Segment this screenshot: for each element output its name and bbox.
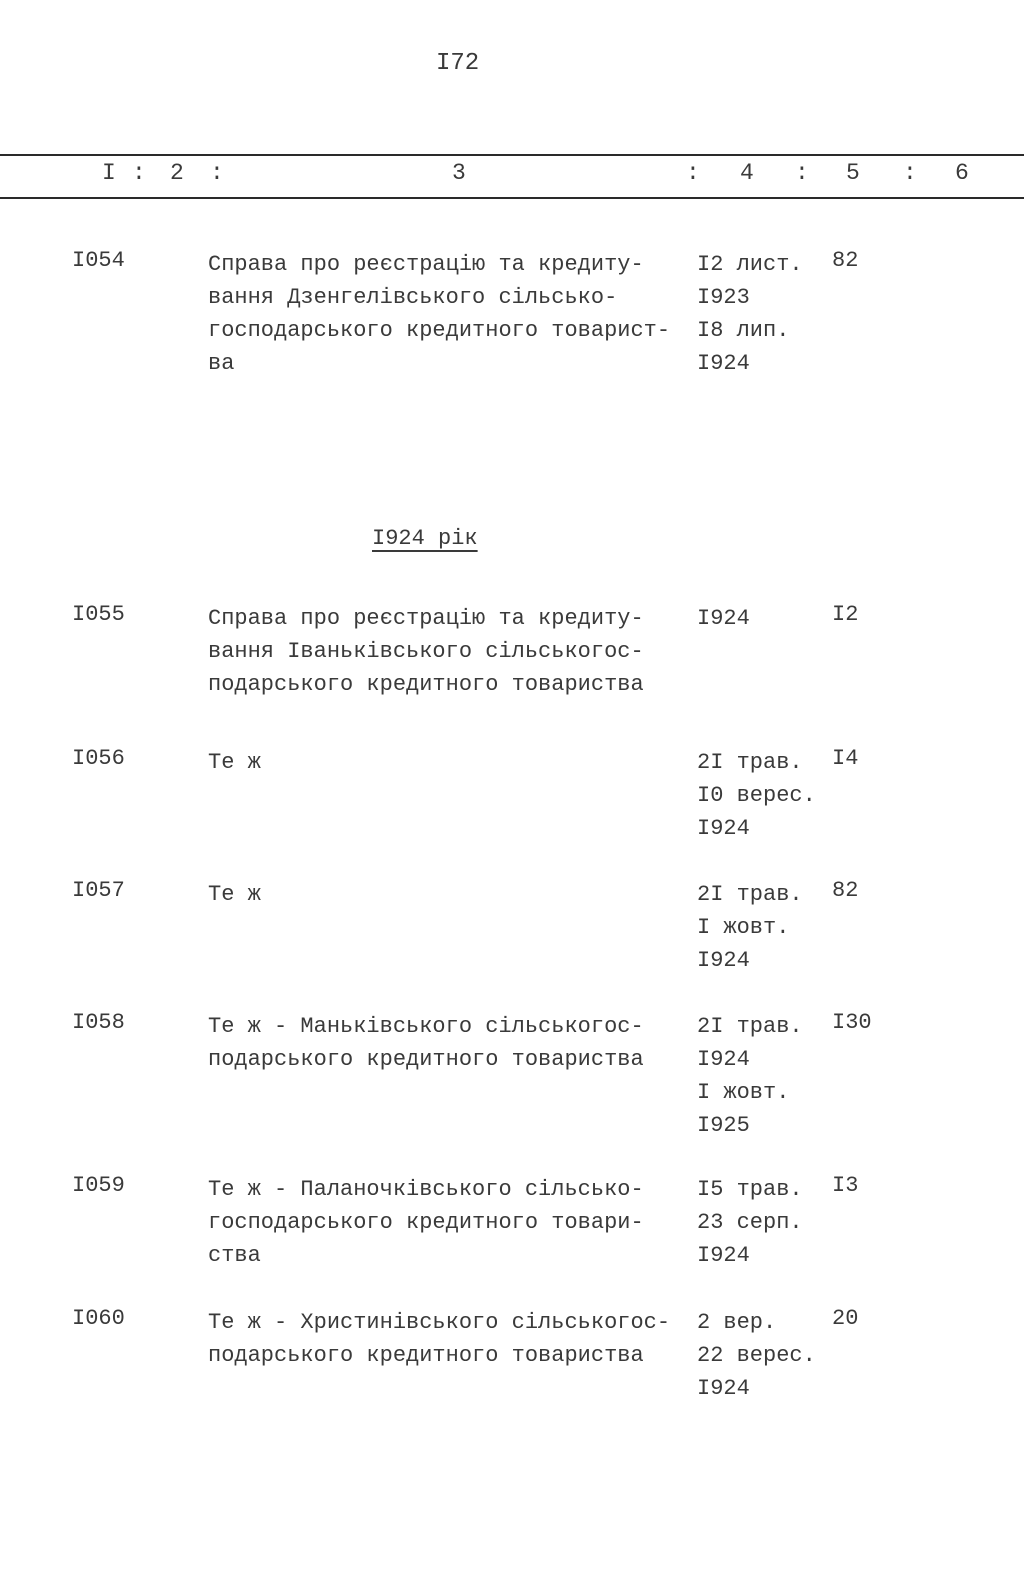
column-header-6: 6 [955,160,969,186]
sheet-count: I30 [832,1010,872,1035]
sheet-count: I4 [832,746,859,771]
file-description [208,746,261,779]
file-number: I059 [72,1173,125,1198]
date-line: I0 верес. [697,783,816,808]
file-dates [697,878,803,977]
file-dates [697,248,803,380]
date-line: 23 серп. [697,1210,803,1235]
description-line: Справа про реєстрацію та кредиту- [208,606,644,631]
table-header-top-rule [0,154,1024,156]
description-line: подарського кредитного товариства [208,672,644,697]
date-line: I924 [697,1376,750,1401]
date-line: I924 [697,1047,750,1072]
date-line: 2 вер. [697,1310,777,1335]
description-line: Те ж - Христинівського сільськогос- [208,1310,671,1335]
description-line: подарського кредитного товариства [208,1343,644,1368]
date-line: 2I трав. [697,1014,803,1039]
description-line: Те ж - Паланочківського сільсько- [208,1177,644,1202]
sheet-count: I2 [832,602,859,627]
file-description [208,248,670,380]
file-dates [697,602,750,635]
description-line: господарського кредитного товари- [208,1210,644,1235]
description-line: ства [208,1243,261,1268]
date-line: I5 трав. [697,1177,803,1202]
description-line: господарського кредитного товарист- [208,318,671,343]
description-line: вання Дзенгелівського сільсько- [208,285,618,310]
file-number: I057 [72,878,125,903]
description-line: Те ж [208,750,261,775]
column-separator: : [795,160,809,186]
date-line: I жовт. [697,915,790,940]
file-description [208,1173,644,1272]
file-description [208,602,644,701]
table-header-bottom-rule [0,197,1024,199]
sheet-count: 82 [832,248,859,273]
date-line: I2 лист. [697,252,803,277]
column-header-1: I [102,160,116,186]
file-description [208,878,261,911]
page-number: I72 [436,50,480,77]
section-heading: I924 рік [372,526,478,551]
date-line: I924 [697,351,750,376]
description-line: Те ж [208,882,261,907]
date-line: I8 лип. [697,318,790,343]
date-line: 2I трав. [697,750,803,775]
file-dates [697,746,816,845]
date-line: I924 [697,606,750,631]
column-separator: : [210,160,224,186]
column-header-2: 2 [170,160,184,186]
date-line: I924 [697,1243,750,1268]
description-line: подарського кредитного товариства [208,1047,644,1072]
file-number: I054 [72,248,125,273]
file-description [208,1010,644,1076]
column-separator: : [132,160,146,186]
file-number: I058 [72,1010,125,1035]
file-dates [697,1173,803,1272]
description-line: вання Іваньківського сільськогос- [208,639,644,664]
column-header-3: 3 [452,160,466,186]
description-line: Те ж - Маньківського сільськогос- [208,1014,644,1039]
column-header-5: 5 [846,160,860,186]
date-line: I жовт. [697,1080,790,1105]
date-line: I923 [697,285,750,310]
date-line: I925 [697,1113,750,1138]
date-line: 2I трав. [697,882,803,907]
column-separator: : [686,160,700,186]
description-line: ва [208,351,235,376]
date-line: 22 верес. [697,1343,816,1368]
file-description [208,1306,670,1372]
file-dates [697,1306,816,1405]
description-line: Справа про реєстрацію та кредиту- [208,252,644,277]
file-number: I055 [72,602,125,627]
date-line: I924 [697,948,750,973]
sheet-count: 20 [832,1306,859,1331]
column-header-4: 4 [740,160,754,186]
date-line: I924 [697,816,750,841]
sheet-count: 82 [832,878,859,903]
column-separator: : [903,160,917,186]
sheet-count: I3 [832,1173,859,1198]
file-number: I060 [72,1306,125,1331]
file-number: I056 [72,746,125,771]
file-dates [697,1010,803,1142]
